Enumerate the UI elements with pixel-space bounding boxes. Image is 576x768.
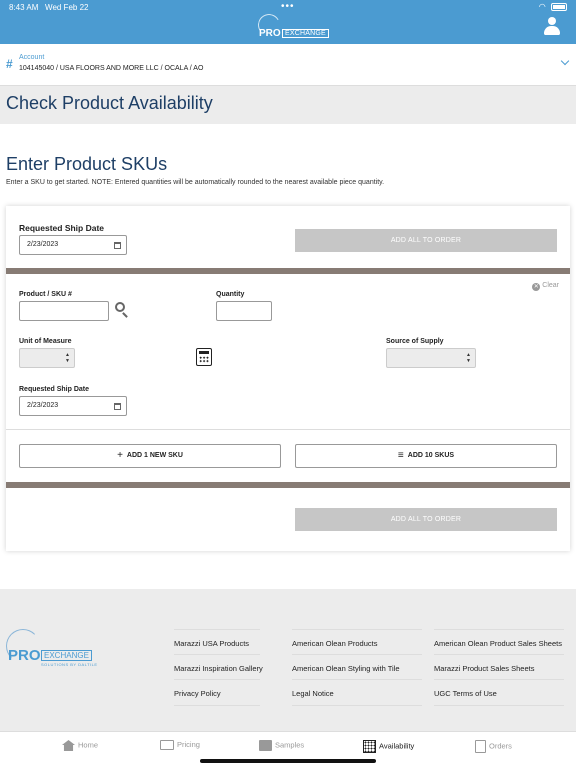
sku-ship-date-label: Requested Ship Date: [19, 386, 90, 393]
page-title-area: [0, 86, 576, 124]
footer-logo-pro: PRO: [8, 647, 41, 664]
home-indicator[interactable]: [200, 759, 376, 763]
section-subtitle: Enter a SKU to get started. NOTE: Entered quantities will be automatically rounded to the nearest available piece quantity.: [6, 179, 385, 186]
footer-link-american-olean-products[interactable]: American Olean Products: [292, 639, 378, 648]
user-icon[interactable]: [544, 17, 560, 35]
pricing-icon: [160, 740, 174, 750]
clear-label: Clear: [542, 282, 559, 289]
tab-orders-label: Orders: [489, 741, 512, 751]
unit-of-measure-label: Unit of Measure: [19, 338, 72, 345]
tab-orders[interactable]: [475, 740, 512, 753]
app-header: [0, 0, 576, 44]
tab-samples[interactable]: [259, 740, 304, 751]
add-all-to-order-button-top[interactable]: ADD ALL TO ORDER: [295, 229, 557, 252]
add-all-to-order-button-bottom[interactable]: ADD ALL TO ORDER: [295, 508, 557, 531]
footer-link-marazzi-inspiration[interactable]: Marazzi Inspiration Gallery: [174, 664, 263, 673]
tab-availability[interactable]: [363, 740, 414, 753]
availability-icon: [363, 740, 376, 753]
footer-link-legal-notice[interactable]: Legal Notice: [292, 689, 334, 698]
battery-icon: [551, 3, 567, 11]
footer-link-ao-sales-sheets[interactable]: American Olean Product Sales Sheets: [434, 639, 562, 648]
add-one-sku-button[interactable]: [19, 444, 281, 468]
order-ship-date-label: Requested Ship Date: [19, 223, 105, 233]
add-ten-skus-label: ADD 10 SKUS: [407, 452, 455, 459]
samples-icon: [259, 740, 272, 751]
calendar-icon[interactable]: [114, 403, 121, 410]
source-of-supply-select[interactable]: [386, 348, 476, 368]
footer-logo-exchange: EXCHANGE: [41, 650, 92, 661]
pro-exchange-logo[interactable]: [255, 14, 326, 42]
calendar-icon[interactable]: [114, 242, 121, 249]
footer-logo[interactable]: [6, 629, 98, 669]
footer-link-ao-styling[interactable]: American Olean Styling with Tile: [292, 664, 400, 673]
sku-ship-date-value: 2/23/2023: [27, 402, 59, 409]
tab-pricing-label: Pricing: [177, 740, 200, 749]
status-bar: [0, 0, 576, 14]
section-title: Enter Product SKUs: [6, 154, 168, 174]
page-title: Check Product Availability: [6, 93, 213, 113]
list-icon: ≡: [397, 450, 404, 461]
clear-button[interactable]: [532, 282, 559, 291]
status-icons: [539, 2, 567, 11]
orders-icon: [475, 740, 486, 753]
sku-entry-card: [6, 206, 570, 551]
order-ship-date-input[interactable]: [19, 235, 127, 255]
footer-link-privacy-policy[interactable]: Privacy Policy: [174, 689, 221, 698]
chevron-down-icon[interactable]: [561, 57, 569, 65]
order-ship-date-value: 2/23/2023: [27, 241, 59, 248]
tab-pricing[interactable]: [160, 740, 200, 750]
select-arrows-icon: ▲ ▼: [65, 352, 70, 364]
quantity-label: Quantity: [216, 291, 245, 298]
wifi-icon: ◠: [538, 2, 546, 11]
logo-exchange-text: EXCHANGE: [282, 29, 329, 38]
quantity-input[interactable]: [216, 301, 272, 321]
add-one-sku-label: ADD 1 NEW SKU: [126, 452, 183, 459]
tab-samples-label: Samples: [275, 740, 305, 750]
row-separator: [6, 429, 570, 430]
plus-icon: +: [117, 450, 123, 461]
tab-availability-label: Availability: [379, 741, 415, 751]
add-ten-skus-button[interactable]: [295, 444, 557, 468]
account-value: 104145040 / USA FLOORS AND MORE LLC / OCALA / AO: [19, 65, 204, 72]
main-content: [0, 124, 576, 589]
section-divider: [6, 482, 570, 488]
footer-link-marazzi-sales-sheets[interactable]: Marazzi Product Sales Sheets: [434, 664, 535, 673]
product-sku-label: Product / SKU #: [19, 291, 72, 298]
logo-pro-text: PRO: [259, 28, 281, 39]
select-arrows-icon: ▲ ▼: [466, 352, 471, 364]
tab-home-label: Home: [78, 740, 99, 750]
account-label: Account: [19, 54, 45, 61]
sku-ship-date-input[interactable]: [19, 396, 127, 416]
close-icon: ✕: [533, 284, 539, 290]
multitask-dots[interactable]: •••: [281, 1, 295, 12]
section-divider: [6, 268, 570, 274]
calculator-icon[interactable]: [196, 348, 212, 366]
footer: [0, 589, 576, 731]
source-of-supply-label: Source of Supply: [386, 338, 444, 345]
footer-logo-sub: SOLUTIONS BY DALTILE: [41, 662, 98, 667]
home-icon: [62, 740, 75, 751]
account-selector[interactable]: [0, 44, 576, 86]
product-sku-input[interactable]: [19, 301, 109, 321]
tab-home[interactable]: [62, 740, 98, 751]
search-icon[interactable]: [115, 302, 129, 316]
status-time: 8:43 AM Wed Feb 22: [9, 3, 89, 12]
footer-link-marazzi-usa-products[interactable]: Marazzi USA Products: [174, 639, 250, 648]
footer-link-ugc-terms[interactable]: UGC Terms of Use: [434, 689, 497, 698]
unit-of-measure-select[interactable]: [19, 348, 75, 368]
hash-icon: #: [6, 57, 13, 71]
